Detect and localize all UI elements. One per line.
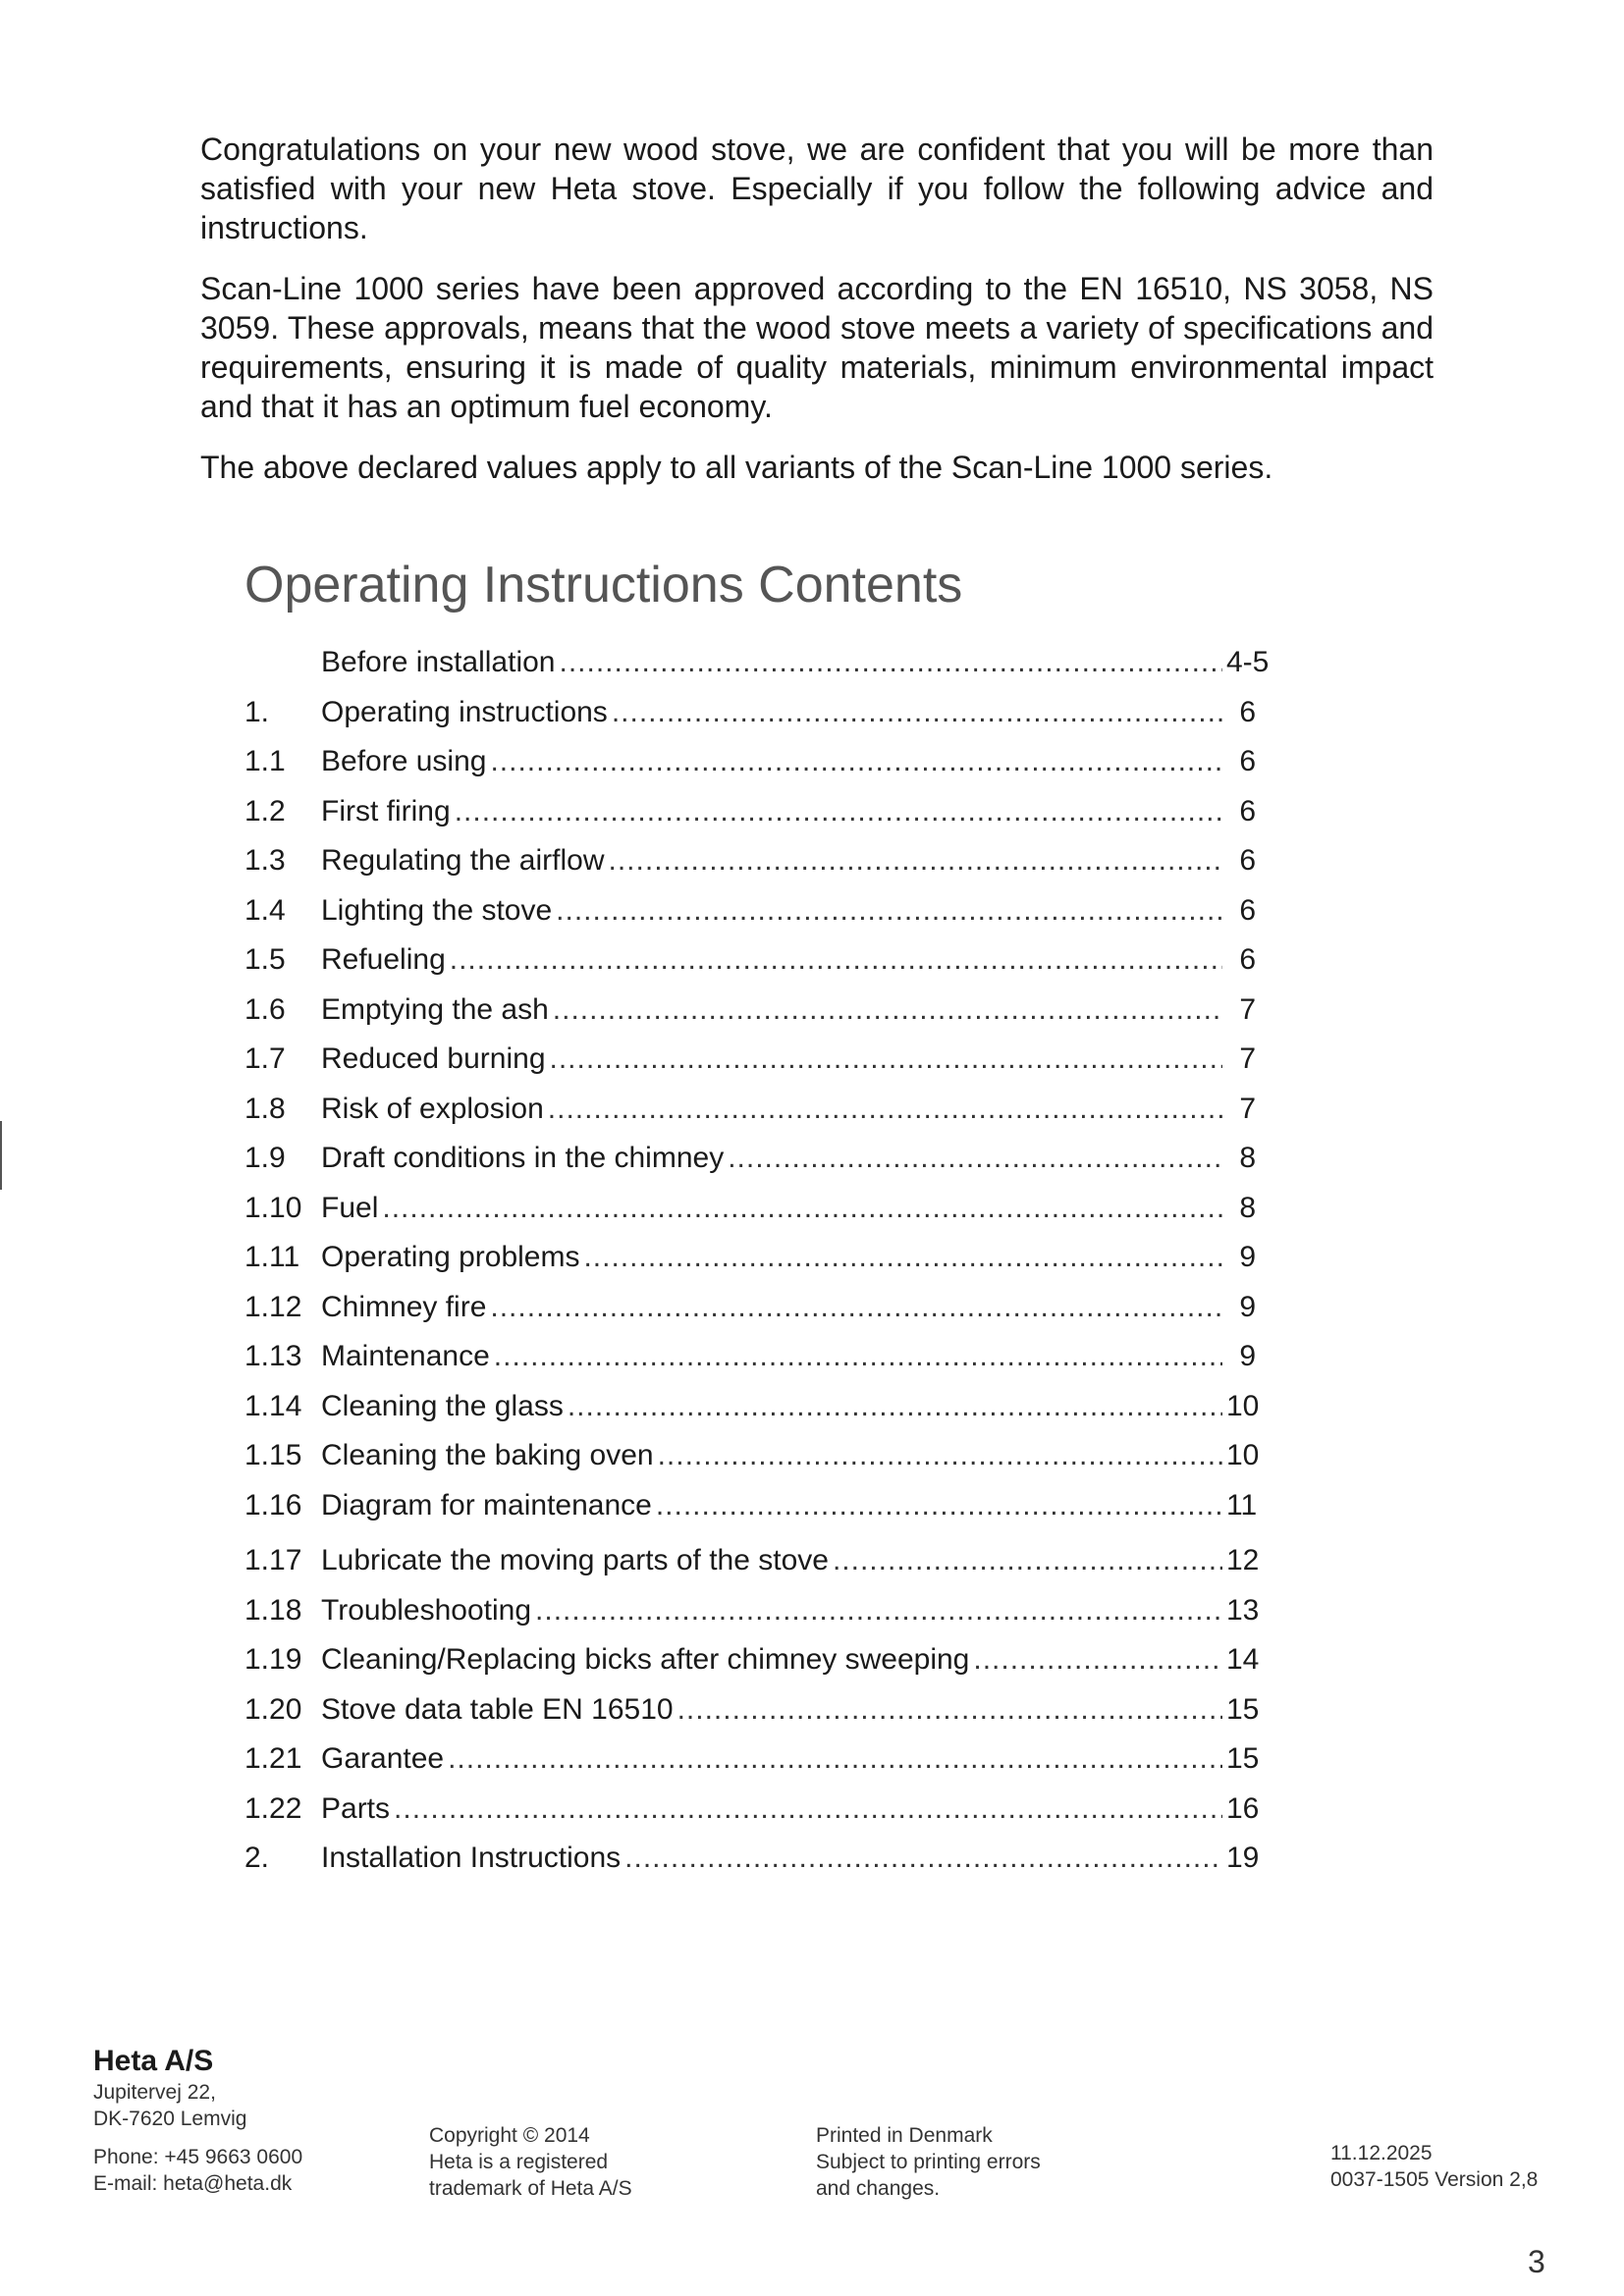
company-email: E-mail: heta@heta.dk <box>93 2172 293 2195</box>
toc-entry <box>244 935 1256 986</box>
printing-line: and changes. <box>816 2177 941 2200</box>
footer-company-block <box>93 2044 302 2197</box>
toc-entry <box>244 787 1256 837</box>
toc-leader-dots <box>556 886 1222 935</box>
toc-entry-number: 1.9 <box>244 1142 286 1174</box>
printing-line: Printed in Denmark <box>816 2124 993 2147</box>
company-city: DK-7620 Lemvig <box>93 2108 247 2130</box>
toc-entry-number: 2. <box>244 1842 270 1874</box>
table-of-contents <box>244 638 1270 1884</box>
toc-entry <box>244 1085 1256 1135</box>
toc-entry-page: 6 <box>1239 745 1256 777</box>
toc-entry-number: 1.7 <box>244 1042 286 1075</box>
toc-leader-dots <box>656 1481 1222 1530</box>
toc-entry-page: 6 <box>1239 943 1256 976</box>
toc-entry-label: Parts <box>321 1791 391 1825</box>
toc-entry <box>244 1382 1260 1432</box>
toc-leader-dots <box>609 836 1222 885</box>
toc-entry-label: Regulating the airflow <box>321 844 605 877</box>
copyright-line: Copyright © 2014 <box>429 2124 590 2147</box>
toc-entry-page: 6 <box>1239 893 1256 927</box>
toc-entry-label: Cleaning the baking oven <box>321 1439 654 1471</box>
toc-leader-dots <box>553 986 1222 1035</box>
toc-entry-number: 1.12 <box>244 1290 302 1323</box>
toc-entry-label: Before using <box>321 745 487 777</box>
version-number: 0037-1505 Version 2,8 <box>1330 2168 1539 2191</box>
toc-entry-page: 7 <box>1239 992 1256 1026</box>
toc-entry <box>244 1536 1260 1586</box>
toc-entry-page: 6 <box>1239 844 1256 877</box>
toc-entry-number: 1.11 <box>244 1241 300 1273</box>
toc-entry <box>244 1586 1260 1636</box>
toc-entry-label: Chimney fire <box>321 1290 487 1323</box>
toc-entry-number: 1.16 <box>244 1488 302 1522</box>
toc-leader-dots <box>677 1685 1222 1735</box>
toc-entry-page: 15 <box>1226 1742 1260 1775</box>
toc-entry-number: 1.18 <box>244 1593 302 1627</box>
toc-entry-number: 1.15 <box>244 1439 302 1471</box>
toc-entry-number: 1.19 <box>244 1643 302 1676</box>
toc-entry-number: 1.3 <box>244 844 286 877</box>
toc-entry <box>244 1332 1256 1382</box>
toc-entry-label: Cleaning the glass <box>321 1389 564 1422</box>
toc-leader-dots <box>490 1283 1222 1332</box>
toc-entry-label: Operating problems <box>321 1241 580 1273</box>
toc-leader-dots <box>382 1184 1222 1233</box>
toc-entry <box>244 1834 1260 1884</box>
toc-entry-page: 10 <box>1226 1439 1260 1471</box>
toc-entry-number: 1.10 <box>244 1191 302 1224</box>
toc-entry <box>244 1134 1256 1184</box>
toc-entry-label: Draft conditions in the chimney <box>321 1142 725 1174</box>
toc-entry-label: Garantee <box>321 1742 445 1775</box>
toc-entry-label: Maintenance <box>321 1340 490 1372</box>
toc-entry-page: 15 <box>1226 1692 1260 1726</box>
company-name: Heta A/S <box>93 2045 214 2077</box>
company-phone: Phone: +45 9663 0600 <box>93 2146 303 2168</box>
toc-entry-number: 1.21 <box>244 1742 302 1775</box>
toc-entry-number: 1.17 <box>244 1544 302 1576</box>
toc-entry-label: Cleaning/Replacing bicks after chimney sweeping <box>321 1643 970 1676</box>
toc-entry <box>244 1735 1260 1785</box>
toc-entry-label: Operating instructions <box>321 695 608 728</box>
toc-entry-label: First firing <box>321 794 451 828</box>
toc-entry-label: Stove data table EN 16510 <box>321 1692 674 1726</box>
toc-entry <box>244 1035 1256 1085</box>
toc-leader-dots <box>612 688 1222 737</box>
toc-entry-label: Before installation <box>321 646 556 678</box>
margin-mark <box>0 1121 2 1190</box>
toc-entry <box>244 688 1256 738</box>
toc-leader-dots <box>455 787 1222 836</box>
toc-leader-dots <box>394 1785 1222 1834</box>
toc-entry <box>244 1685 1260 1735</box>
toc-entry-number: 1.20 <box>244 1692 302 1726</box>
toc-entry-page: 11 <box>1226 1488 1258 1522</box>
toc-leader-dots <box>658 1431 1222 1480</box>
version-date: 11.12.2025 <box>1330 2142 1433 2164</box>
toc-title: Operating Instructions Contents <box>244 557 963 614</box>
toc-entry-label: Installation Instructions <box>321 1842 622 1874</box>
toc-leader-dots <box>624 1834 1222 1883</box>
toc-entry-page: 10 <box>1226 1389 1260 1422</box>
toc-entry-label: Troubleshooting <box>321 1593 532 1627</box>
toc-entry-number: 1.5 <box>244 943 286 976</box>
toc-entry <box>244 1635 1260 1685</box>
toc-leader-dots <box>448 1735 1222 1784</box>
toc-entry-label: Risk of explosion <box>321 1092 544 1125</box>
toc-leader-dots <box>535 1586 1222 1635</box>
toc-entry-page: 9 <box>1239 1241 1256 1273</box>
toc-entry-label: Lighting the stove <box>321 893 553 927</box>
toc-entry-page: 14 <box>1226 1643 1260 1676</box>
toc-entry <box>244 638 1270 688</box>
toc-entry-label: Refueling <box>321 943 446 976</box>
toc-entry-page: 13 <box>1226 1593 1260 1627</box>
toc-entry <box>244 836 1256 886</box>
toc-leader-dots <box>728 1134 1222 1183</box>
toc-entry-page: 7 <box>1239 1092 1256 1125</box>
toc-entry-number: 1.22 <box>244 1791 302 1825</box>
toc-entry-page: 6 <box>1239 794 1256 828</box>
toc-leader-dots <box>973 1635 1222 1684</box>
toc-leader-dots <box>568 1382 1222 1431</box>
toc-leader-dots <box>583 1233 1222 1282</box>
toc-entry-number: 1.1 <box>244 745 286 777</box>
toc-leader-dots <box>490 737 1222 786</box>
toc-entry-number: 1. <box>244 695 270 728</box>
toc-entry-number: 1.2 <box>244 794 286 828</box>
intro-paragraph: Scan-Line 1000 series have been approved according to the EN 16510, NS 3058, NS 3059. These approvals, means that the wood stove meets a variety of specifications and requirements, ensuring it is made of quality materials, minimum environmental impact and that it has an optimum fuel economy. <box>200 271 1434 424</box>
toc-leader-dots <box>833 1536 1222 1585</box>
toc-entry-page: 8 <box>1239 1191 1256 1224</box>
printing-line: Subject to printing errors <box>816 2151 1041 2173</box>
toc-entry-label: Reduced burning <box>321 1042 546 1075</box>
toc-leader-dots <box>548 1085 1222 1134</box>
toc-entry <box>244 1233 1256 1283</box>
copyright-line: Heta is a registered <box>429 2151 609 2173</box>
toc-leader-dots <box>559 638 1222 687</box>
toc-entry-page: 16 <box>1226 1791 1260 1825</box>
toc-entry-number: 1.14 <box>244 1389 302 1422</box>
toc-entry-label: Lubricate the moving parts of the stove <box>321 1544 829 1576</box>
toc-entry-label: Diagram for maintenance <box>321 1488 652 1522</box>
toc-leader-dots <box>450 935 1222 985</box>
toc-entry-label: Emptying the ash <box>321 992 549 1026</box>
toc-entry <box>244 986 1256 1036</box>
footer-copyright-block <box>429 2122 632 2202</box>
toc-entry-number: 1.4 <box>244 893 286 927</box>
toc-entry <box>244 886 1256 936</box>
toc-entry <box>244 1283 1256 1333</box>
toc-entry <box>244 1785 1260 1835</box>
toc-entry-page: 7 <box>1239 1042 1256 1075</box>
toc-entry <box>244 1184 1256 1234</box>
intro-paragraph: The above declared values apply to all variants of the Scan-Line 1000 series. <box>200 450 1273 485</box>
company-street: Jupitervej 22, <box>93 2081 216 2104</box>
toc-entry <box>244 1431 1260 1481</box>
toc-leader-dots <box>494 1332 1222 1381</box>
toc-entry-page: 6 <box>1239 695 1256 728</box>
toc-entry-number: 1.6 <box>244 992 286 1026</box>
toc-entry-number: 1.8 <box>244 1092 286 1125</box>
toc-entry-page: 4-5 <box>1226 646 1270 678</box>
toc-entry-label: Fuel <box>321 1191 379 1224</box>
toc-entry-page: 8 <box>1239 1142 1256 1174</box>
intro-paragraph: Congratulations on your new wood stove, we are confident that you will be more than satisfied with your new Heta stove. Especially if you follow the following advice and instructions. <box>200 132 1434 245</box>
toc-entry-page: 9 <box>1239 1340 1256 1372</box>
intro-text <box>200 130 1434 508</box>
toc-entry <box>244 1481 1256 1531</box>
footer-version-block <box>1330 2140 1538 2193</box>
toc-entry-page: 19 <box>1226 1842 1260 1874</box>
toc-entry-number: 1.13 <box>244 1340 302 1372</box>
footer-printing-block <box>816 2122 1041 2202</box>
page-number: 3 <box>1528 2244 1545 2279</box>
toc-entry <box>244 737 1256 787</box>
toc-leader-dots <box>550 1035 1222 1084</box>
toc-entry-page: 9 <box>1239 1290 1256 1323</box>
copyright-line: trademark of Heta A/S <box>429 2177 632 2200</box>
toc-entry-page: 12 <box>1226 1544 1260 1576</box>
